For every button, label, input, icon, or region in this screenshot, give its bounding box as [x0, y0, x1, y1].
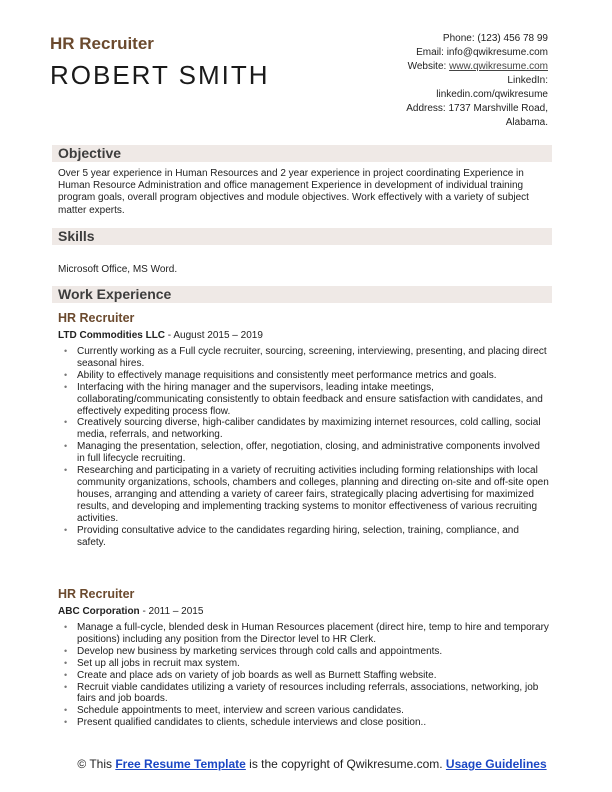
list-item: • Schedule appointments to meet, interview and screen various candidates.	[58, 705, 550, 717]
job-company-line	[58, 606, 203, 617]
job-company-line	[58, 330, 263, 341]
contact-address-line2: Alabama.	[505, 117, 548, 128]
list-item: • Present qualified candidates to clients, schedule interviews and close position..	[58, 717, 550, 729]
skills-text: Microsoft Office, MS Word.	[58, 264, 178, 275]
candidate-name: ROBERT SMITH	[50, 60, 270, 90]
contact-linkedin-label: LinkedIn:	[507, 75, 548, 86]
contact-phone: Phone: (123) 456 78 99	[442, 33, 548, 44]
list-item: • Set up all jobs in recruit max system.	[58, 658, 550, 670]
contact-linkedin-value: linkedin.com/qwikresume	[436, 89, 548, 100]
contact-address-line1: Address: 1737 Marshville Road,	[406, 103, 548, 114]
job-company: LTD Commodities LLC	[58, 330, 166, 341]
job-dates: - August 2015 – 2019	[165, 330, 263, 341]
skills-section-bar	[52, 228, 552, 245]
job-company: ABC Corporation	[58, 606, 140, 617]
job-role: HR Recruiter	[58, 311, 135, 325]
free-resume-template-link[interactable]: Free Resume Template	[115, 757, 246, 771]
list-item: • Develop new business by marketing services through cold calls and appointments.	[58, 646, 550, 658]
list-item: • Providing consultative advice to the candidates regarding hiring, selection, training, compliance, and safety.	[58, 525, 550, 549]
job-dates: - 2011 – 2015	[139, 606, 204, 617]
usage-guidelines-link[interactable]: Usage Guidelines	[445, 757, 547, 771]
footer-middle: is the copyright of Qwikresume.com.	[245, 757, 446, 771]
list-item: • Recruit viable candidates utilizing a variety of resources including referrals, associations, networking, job fairs and job boards.	[58, 682, 550, 706]
objective-section-bar	[52, 145, 552, 162]
footer-prefix: © This	[77, 757, 116, 771]
list-item: • Managing the presentation, selection, offer, negotiation, closing, and administrative components involved in full lifecycle recruiting.	[58, 441, 550, 465]
contact-email: Email: info@qwikresume.com	[416, 47, 548, 58]
skills-heading: Skills	[58, 228, 95, 244]
list-item: • Interfacing with the hiring manager and the supervisors, leading intake meetings, collaborating/communicating consistently to obtain feedback and ensure satisfaction with candidates, and effectively expediting process flow.	[58, 382, 550, 418]
list-item: • Currently working as a Full cycle recruiter, sourcing, screening, interviewing, presenting, and placing direct seasonal hires.	[58, 346, 550, 370]
list-item: • Researching and participating in a variety of recruiting activities including forming relationships with local community organizations, schools, chambers and colleges, planning and directing on-site and off-site open houses, arranging and attending a variety of career fairs, strategically placing advertising for maximized results, and developing and implementing tracking systems to monitor effectiveness of various recruiting activities.	[58, 465, 550, 525]
resume-header	[0, 0, 612, 140]
list-item: • Manage a full-cycle, blended desk in Human Resources placement (direct hire, temp to hire and temporary positions) including any position from the Director level to HR Clerk.	[58, 622, 550, 646]
header-job-title: HR Recruiter	[50, 34, 154, 53]
website-link[interactable]: www.qwikresume.com	[449, 61, 548, 72]
objective-heading: Objective	[58, 145, 122, 161]
copyright-footer	[62, 757, 562, 771]
list-item: • Ability to effectively manage requisitions and consistently meet performance metrics and goals.	[58, 370, 550, 382]
work-experience-heading: Work Experience	[58, 286, 172, 302]
objective-text: Over 5 year experience in Human Resources and 2 year experience in project coordinating Experience in Human Resource Administration and office management Experience in development of individual training program goals, overall program objectives and module objectives. Work effectively with a variety of subject matter experts.	[58, 168, 529, 216]
job-role: HR Recruiter	[58, 587, 135, 601]
website-label: Website:	[407, 61, 450, 72]
list-item: • Create and place ads on variety of job boards as well as Burnett Staffing website.	[58, 670, 550, 682]
job-bullets	[58, 622, 550, 729]
list-item: • Creatively sourcing diverse, high-caliber candidates by maximizing internet resources, cold calling, social media, referrals, and networking.	[58, 417, 550, 441]
contact-block	[308, 32, 548, 130]
contact-website	[308, 60, 548, 74]
job-bullets	[58, 346, 550, 548]
